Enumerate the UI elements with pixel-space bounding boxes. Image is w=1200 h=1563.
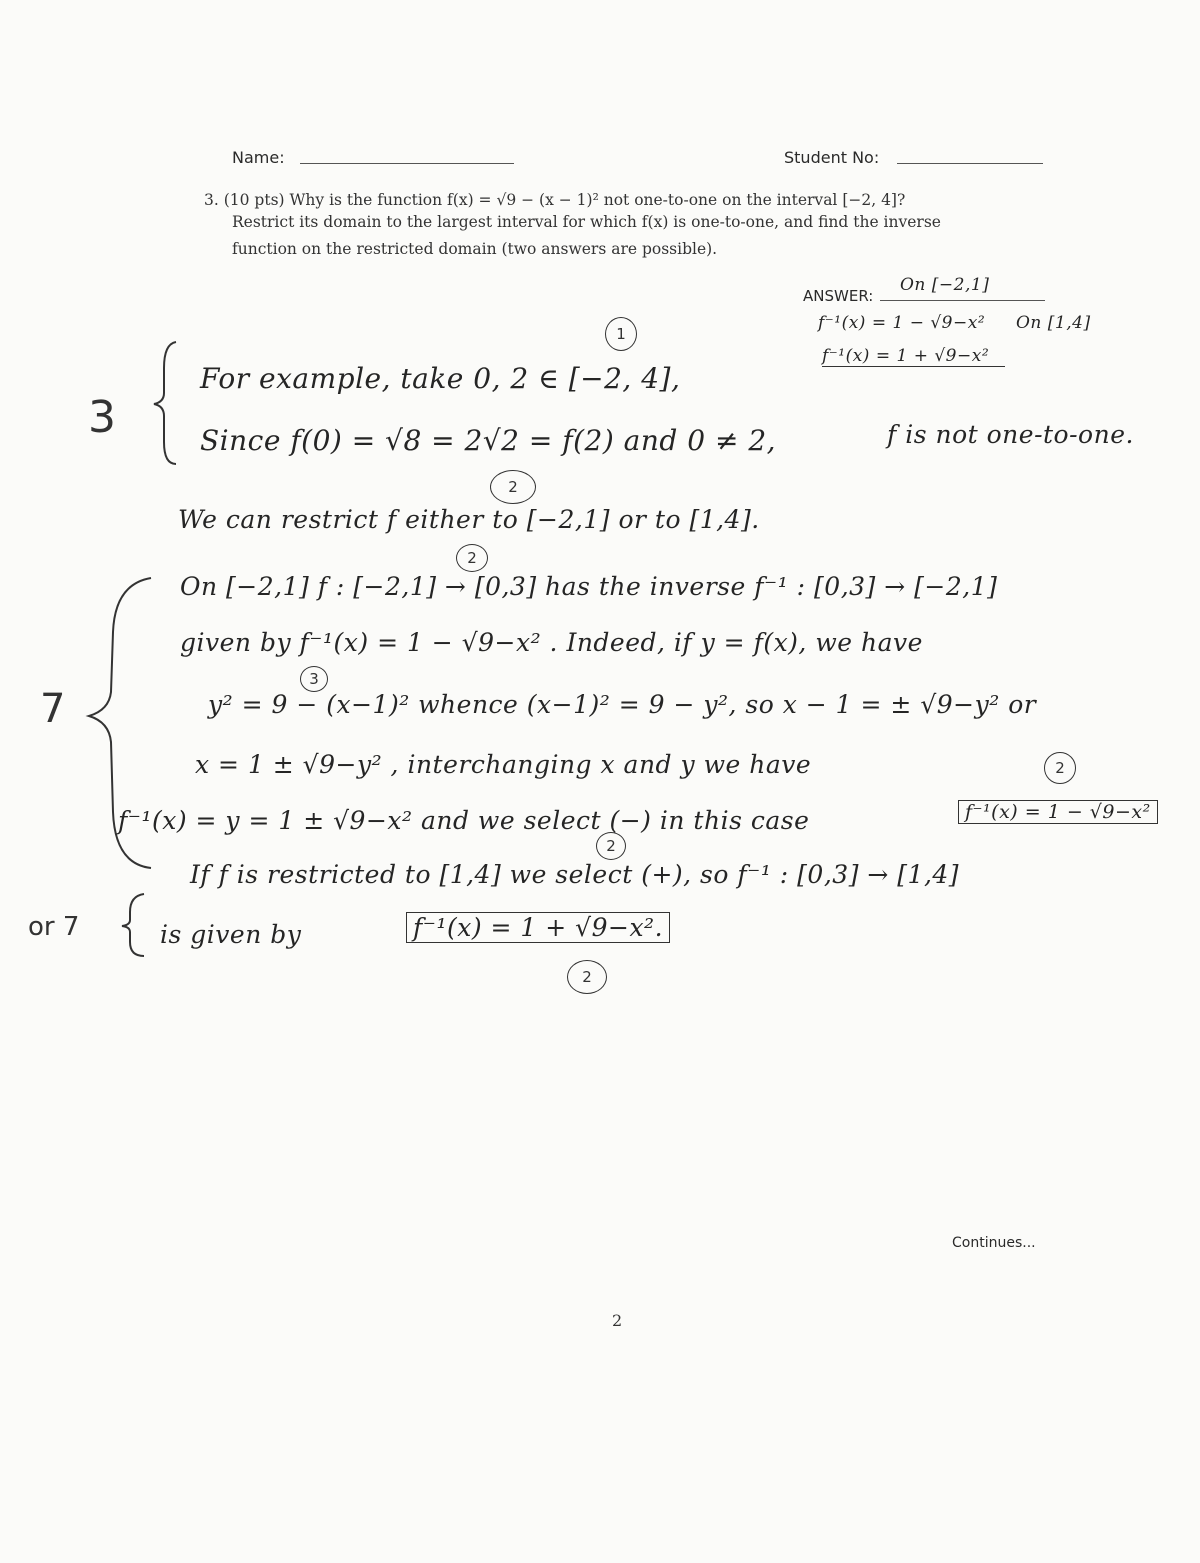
solution-line-2b: f is not one-to-one.	[887, 420, 1134, 449]
solution-line-1: For example, take 0, 2 ∈ [−2, 4],	[200, 362, 681, 395]
brace-part-1	[150, 338, 180, 468]
name-label: Name:	[232, 148, 285, 167]
mark-circle-2c: 2	[1044, 752, 1076, 784]
question-line-2: Restrict its domain to the largest interval for which f(x) is one-to-one, and find the inverse	[232, 213, 941, 231]
answer-inverse-2: f⁻¹(x) = 1 + √9−x²	[822, 346, 1005, 367]
margin-score-or7: or 7	[28, 912, 80, 942]
answer-interval-1: On [−2,1]	[900, 275, 990, 295]
solution-line-6: y² = 9 − (x−1)² whence (x−1)² = 9 − y², so x − 1 = ± √9−y² or	[208, 690, 1037, 719]
solution-line-10b-boxed: f⁻¹(x) = 1 + √9−x².	[406, 912, 670, 943]
mark-circle-2e: 2	[567, 960, 607, 994]
question-line-1: 3. (10 pts) Why is the function f(x) = √9 − (x − 1)² not one-to-one on the interval [−2, 4]?	[204, 191, 906, 209]
brace-part-3	[118, 890, 148, 960]
solution-line-10a: is given by	[160, 920, 302, 949]
solution-line-5: given by f⁻¹(x) = 1 − √9−x² . Indeed, if y = f(x), we have	[180, 628, 923, 657]
margin-score-3: 3	[88, 392, 116, 443]
solution-line-3: We can restrict f either to [−2,1] or to [1,4].	[178, 505, 760, 534]
mark-circle-2b: 2	[456, 544, 488, 572]
answer-inverse-1: f⁻¹(x) = 1 − √9−x²	[818, 313, 986, 333]
answer-line	[880, 300, 1045, 301]
student-no-label: Student No:	[784, 148, 880, 167]
student-no-line	[897, 163, 1043, 164]
question-line-3: function on the restricted domain (two answers are possible).	[232, 240, 718, 258]
solution-line-9: If f is restricted to [1,4] we select (+), so f⁻¹ : [0,3] → [1,4]	[190, 860, 960, 889]
continues-note: Continues...	[952, 1235, 1036, 1251]
name-line	[300, 163, 514, 164]
mark-circle-3: 3	[300, 666, 328, 692]
answer-interval-2: On [1,4]	[1016, 313, 1091, 333]
solution-line-4: On [−2,1] f : [−2,1] → [0,3] has the inverse f⁻¹ : [0,3] → [−2,1]	[180, 572, 998, 601]
solution-line-7: x = 1 ± √9−y² , interchanging x and y we have	[195, 750, 812, 779]
solution-line-2: Since f(0) = √8 = 2√2 = f(2) and 0 ≠ 2,	[200, 424, 777, 457]
answer-label: ANSWER:	[803, 287, 874, 305]
solution-line-8b-boxed: f⁻¹(x) = 1 − √9−x²	[958, 800, 1158, 824]
margin-score-7: 7	[40, 686, 66, 732]
page-number: 2	[612, 1311, 623, 1330]
solution-line-8a: f⁻¹(x) = y = 1 ± √9−x² and we select (−) in this case	[118, 806, 810, 835]
mark-circle-2a: 2	[490, 470, 536, 504]
mark-circle-1: 1	[605, 317, 637, 351]
mark-circle-2d: 2	[596, 832, 626, 860]
